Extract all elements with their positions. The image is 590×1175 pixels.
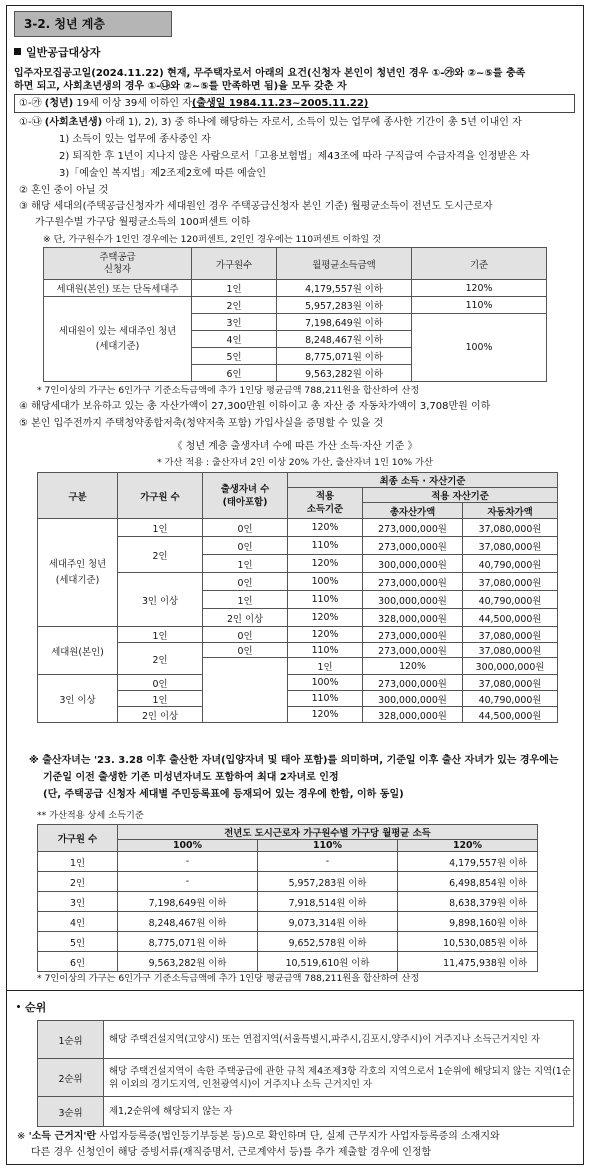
value-100: 9,563,282원 이하 bbox=[118, 952, 258, 972]
value-120: 9,898,160원 이하 bbox=[398, 912, 538, 932]
value-120: 10,530,085원 이하 bbox=[398, 932, 538, 952]
car-cell: 37,080,000원 bbox=[463, 573, 558, 591]
rank-note-1 bbox=[17, 1130, 500, 1143]
income-cell: 110% bbox=[288, 537, 363, 555]
value-100: 8,775,071원 이하 bbox=[118, 932, 258, 952]
children-cell: 2인 이상 bbox=[118, 707, 203, 723]
income-cell: 8,248,467원 이하 bbox=[277, 331, 412, 348]
th-income: 적용 소득기준 bbox=[288, 488, 363, 519]
rank-value: 제1,2순위에 해당되지 않는 자 bbox=[104, 1097, 574, 1127]
detail-income-table bbox=[37, 824, 538, 972]
th-income: 월평균소득금액 bbox=[277, 248, 412, 280]
income-cell: 110% bbox=[288, 591, 363, 609]
value-110: 10,519,610원 이하 bbox=[258, 952, 398, 972]
rank-table bbox=[37, 1020, 574, 1127]
value-120: 11,475,938원 이하 bbox=[398, 952, 538, 972]
car-cell: 40,790,000원 bbox=[463, 555, 558, 573]
th-total-asset: 총자산가액 bbox=[363, 503, 463, 519]
asset-cell: 300,000,000원 bbox=[363, 591, 463, 609]
th-members: 가구원 수 bbox=[118, 473, 203, 519]
th-applicant: 주택공급 신청자 bbox=[44, 248, 192, 280]
members-cell: 6인 bbox=[192, 365, 277, 382]
bullet-icon bbox=[17, 1005, 20, 1008]
members-cell: 6인 bbox=[38, 952, 118, 972]
asset-cell: 273,000,000원 bbox=[363, 643, 463, 658]
income-cell: 120% bbox=[288, 609, 363, 627]
income-note: * 7인이상의 가구는 6인가구 기준소득금액에 추가 1인당 평균금액 788,211원을 합산하여 산정 bbox=[37, 385, 420, 396]
children-cell: 0인 bbox=[203, 643, 288, 658]
asset-cell: 273,000,000원 bbox=[363, 537, 463, 555]
value-120: 6,498,854원 이하 bbox=[398, 872, 538, 892]
children-cell: 1인 bbox=[203, 555, 288, 573]
rank-key: 1순위 bbox=[38, 1021, 104, 1059]
asset-cell: 300,000,000원 bbox=[363, 691, 463, 707]
detail-title: ** 가산적용 상세 소득기준 bbox=[37, 810, 144, 821]
requirement-3a: ③ 해당 세대의(주택공급신청자가 세대원인 경우 주택공급신청자 본인 기준) 월평균소득이 전년도 도시근로자 bbox=[19, 201, 493, 212]
document-page bbox=[6, 5, 584, 1165]
th-120: 120% bbox=[398, 840, 538, 852]
members-cell: 3인 bbox=[192, 314, 277, 331]
note-bold: '소득 근거지'란 bbox=[28, 1131, 97, 1142]
income-cell: 4,179,557원 이하 bbox=[277, 280, 412, 297]
income-cell: 5,957,283원 이하 bbox=[277, 297, 412, 314]
value-120: 8,638,379원 이하 bbox=[398, 892, 538, 912]
members-cell: 4인 bbox=[38, 912, 118, 932]
members-cell: 5인 bbox=[38, 932, 118, 952]
head-label: 세대원이 있는 세대주인 청년 (세대기준) bbox=[44, 297, 192, 382]
requirement-4: ④ 해당세대가 보유하고 있는 총 자산가액이 27,300만원 이하이고 총 자산 중 자동차가액이 3,708만원 이하 bbox=[19, 401, 491, 412]
children-cell: 0인 bbox=[203, 537, 288, 555]
children-cell: 0인 bbox=[203, 519, 288, 537]
members-cell: 2인 bbox=[118, 537, 203, 573]
members-cell: 1인 bbox=[38, 852, 118, 872]
req-1b-name: (사회초년생) bbox=[44, 117, 103, 128]
req-1b-text: 아래 1), 2), 3) 중 하나에 해당하는 자로서, 소득이 있는 업무에 종사한 기간이 총 5년 이내인 자 bbox=[105, 117, 522, 128]
standard-cell: 100% bbox=[412, 314, 547, 382]
asset-cell: 273,000,000원 bbox=[363, 519, 463, 537]
income-cell: 9,563,282원 이하 bbox=[277, 365, 412, 382]
income-cell: 120% bbox=[288, 707, 363, 723]
children-cell: 0인 bbox=[203, 573, 288, 591]
th-110: 110% bbox=[258, 840, 398, 852]
standard-cell: 120% bbox=[412, 280, 547, 297]
rank-value: 해당 주택건설지역이 속한 주택공급에 관한 규칙 제4조제3항 각호의 지역으로서 1순위에 해당되지 않는 지역(1순위 이외의 경기도지역, 인천광역시)이 거주지나 소득 근거지인 자 bbox=[104, 1059, 574, 1097]
bonus-note-1: ※ 출산자녀는 '23. 3.28 이후 출산한 자녀(입양자녀 및 태아 포함)를 의미하며, 기준일 이후 출산 자녀가 있는 경우에는 bbox=[29, 755, 559, 766]
requirement-2: ② 혼인 중이 아닐 것 bbox=[19, 185, 109, 196]
req-1b-item-1: 1) 소득이 있는 업무에 종사중인 자 bbox=[59, 134, 211, 145]
members-cell: 1인 bbox=[118, 627, 203, 643]
income-cell: 120% bbox=[288, 555, 363, 573]
req-1a-birth: (출생일 1984.11.23~2005.11.22) bbox=[191, 98, 369, 109]
value-120: 4,179,557원 이하 bbox=[398, 852, 538, 872]
general-heading-text: 일반공급대상자 bbox=[26, 46, 101, 59]
requirement-5: ⑤ 본인 입주전까지 주택청약종합저축(청약저축 포함) 가입사실을 증명할 수 있을 것 bbox=[19, 418, 384, 429]
req-1a-mark: ①-㉮ bbox=[19, 98, 42, 109]
value-110: 9,073,314원 이하 bbox=[258, 912, 398, 932]
detail-note: * 7인이상의 가구는 6인가구 기준소득금액에 추가 1인당 평균금액 788,211원을 합산하여 산정 bbox=[37, 973, 420, 984]
section-divider bbox=[6, 990, 584, 991]
th-standard: 기준 bbox=[412, 248, 547, 280]
asset-cell: 328,000,000원 bbox=[363, 707, 463, 723]
car-cell: 40,790,000원 bbox=[463, 591, 558, 609]
children-cell: 0인 bbox=[203, 627, 288, 643]
car-cell: 37,080,000원 bbox=[463, 643, 558, 658]
members-cell: 3인 이상 bbox=[118, 573, 203, 627]
th-main: 전년도 도시근로자 가구원수별 가구당 월평균 소득 bbox=[118, 825, 538, 840]
group-head-label: 세대주인 청년 (세대기준) bbox=[38, 519, 118, 627]
children-cell: 1인 bbox=[118, 691, 203, 707]
asset-cell: 273,000,000원 bbox=[363, 573, 463, 591]
value-110: 5,957,283원 이하 bbox=[258, 872, 398, 892]
members-cell: 2인 bbox=[38, 872, 118, 892]
income-table bbox=[43, 247, 547, 382]
note-text: 사업자등록증(법인등기부등본 등)으로 확인하며 단, 실제 근무지가 사업자등록증의 소재지와 bbox=[99, 1131, 500, 1142]
th-division: 구분 bbox=[38, 473, 118, 519]
value-100: - bbox=[118, 872, 258, 892]
income-cell: 120% bbox=[288, 519, 363, 537]
requirement-3b: 가구원수별 가구당 월평균소득의 100퍼센트 이하 bbox=[35, 217, 251, 228]
intro-line-1: 입주자모집공고일(2024.11.22) 현재, 무주택자로서 아래의 요건(신청자 본인이 청년인 경우 ①-㉮와 ②~⑤를 충족 bbox=[14, 68, 526, 79]
rank-key: 2순위 bbox=[38, 1059, 104, 1097]
general-heading bbox=[14, 46, 100, 59]
th-members: 가구원 수 bbox=[38, 825, 118, 852]
children-cell: 1인 bbox=[203, 591, 288, 609]
car-cell: 44,500,000원 bbox=[463, 707, 558, 723]
children-cell: 0인 bbox=[118, 675, 203, 691]
req-1b-item-2: 2) 퇴직한 후 1년이 지나지 않은 사람으로서「고용보험법」제43조에 따라 구직급여 수급자격을 인정받은 자 bbox=[59, 151, 530, 162]
bonus-table bbox=[37, 472, 558, 723]
th-100: 100% bbox=[118, 840, 258, 852]
intro-line-2: 하면 되고, 사회초년생의 경우 ①-㉯와 ②~⑤를 만족하면 됨)을 모두 갖춘 자 bbox=[14, 81, 347, 92]
members-cell: 4인 bbox=[192, 331, 277, 348]
requirement-3-note: ※ 단, 가구원수가 1인인 경우에는 120퍼센트, 2인인 경우에는 110퍼센트 이하일 것 bbox=[43, 234, 382, 245]
value-110: 9,652,578원 이하 bbox=[258, 932, 398, 952]
asset-cell: 300,000,000원 bbox=[363, 555, 463, 573]
asset-cell: 273,000,000원 bbox=[363, 627, 463, 643]
req-1a-name: (청년) bbox=[44, 98, 74, 109]
income-cell: 8,775,071원 이하 bbox=[277, 348, 412, 365]
rank-heading bbox=[17, 1001, 46, 1014]
car-cell: 37,080,000원 bbox=[463, 675, 558, 691]
income-cell: 100% bbox=[288, 675, 363, 691]
members-cell: 5인 bbox=[192, 348, 277, 365]
asset-cell: 273,000,000원 bbox=[363, 675, 463, 691]
members-cell: 1인 bbox=[192, 280, 277, 297]
car-cell: 40,790,000원 bbox=[463, 691, 558, 707]
children-cell: 2인 이상 bbox=[203, 609, 288, 627]
bonus-title: 《 청년 계층 출생자녀 수에 따른 가산 소득·자산 기준 》 bbox=[172, 441, 418, 452]
bonus-note-3: (단, 주택공급 신청자 세대별 주민등록표에 등재되어 있는 경우에 한함, 이하 동일) bbox=[43, 789, 404, 800]
section-header bbox=[14, 11, 172, 37]
income-cell: 110% bbox=[288, 691, 363, 707]
car-cell: 37,080,000원 bbox=[463, 519, 558, 537]
income-cell: 7,198,649원 이하 bbox=[277, 314, 412, 331]
value-110: - bbox=[258, 852, 398, 872]
bonus-subtitle: * 가산 적용 : 출산자녀 2인 이상 20% 가산, 출산자녀 1인 10% 가산 bbox=[157, 457, 433, 468]
req-1a-text: 19세 이상 39세 이하인 자 bbox=[76, 98, 192, 109]
section-title: 3-2. 청년 계층 bbox=[24, 17, 105, 31]
rank-value: 해당 주택건설지역(고양시) 또는 연접지역(서울특별시,파주시,김포시,양주시)이 거주지나 소득근거지인 자 bbox=[104, 1021, 574, 1059]
req-1b-mark: ①-㉯ bbox=[19, 117, 42, 128]
value-100: 7,198,649원 이하 bbox=[118, 892, 258, 912]
rank-heading-text: 순위 bbox=[25, 1001, 47, 1014]
car-cell: 44,500,000원 bbox=[463, 609, 558, 627]
th-final: 최종 소득 · 자산기준 bbox=[288, 473, 558, 488]
req-1b-item-3: 3)「예술인 복지법」제2조제2호에 따른 예술인 bbox=[59, 168, 267, 179]
th-children: 출생자녀 수 (태아포함) bbox=[203, 473, 288, 519]
value-100: 8,248,467원 이하 bbox=[118, 912, 258, 932]
income-cell: 110% bbox=[288, 643, 363, 658]
members-cell: 2인 bbox=[118, 643, 203, 675]
income-cell: 120% bbox=[288, 627, 363, 643]
group-member-label: 세대원(본인) bbox=[38, 627, 118, 675]
children-cell: 1인 bbox=[288, 658, 363, 675]
members-cell: 3인 이상 bbox=[38, 675, 118, 723]
car-cell: 37,080,000원 bbox=[463, 627, 558, 643]
standard-cell: 110% bbox=[412, 297, 547, 314]
single-label: 세대원(본인) 또는 단독세대주 bbox=[44, 280, 192, 297]
th-asset: 적용 자산기준 bbox=[363, 488, 558, 503]
members-cell: 1인 bbox=[118, 519, 203, 537]
note-mark: ※ bbox=[17, 1131, 26, 1142]
income-cell: 120% bbox=[363, 658, 463, 675]
requirement-1a bbox=[19, 97, 368, 110]
square-bullet-icon bbox=[14, 48, 21, 55]
asset-cell: 300,000,000원 bbox=[463, 658, 558, 675]
income-cell: 100% bbox=[288, 573, 363, 591]
bonus-note-2: 기준일 이전 출생한 기존 미성년자녀도 포함하여 최대 2자녀로 인정 bbox=[43, 772, 339, 783]
members-cell: 2인 bbox=[192, 297, 277, 314]
rank-note-2: 다른 경우 신청인이 해당 증빙서류(재직증명서, 근로계약서 등)를 추가 제출할 경우에 인정함 bbox=[31, 1147, 432, 1158]
value-110: 7,918,514원 이하 bbox=[258, 892, 398, 912]
value-100: - bbox=[118, 852, 258, 872]
th-members: 가구원수 bbox=[192, 248, 277, 280]
th-car: 자동차가액 bbox=[463, 503, 558, 519]
group-member-blank bbox=[203, 658, 288, 723]
asset-cell: 328,000,000원 bbox=[363, 609, 463, 627]
requirement-1b bbox=[19, 116, 522, 129]
members-cell: 3인 bbox=[38, 892, 118, 912]
car-cell: 37,080,000원 bbox=[463, 537, 558, 555]
rank-key: 3순위 bbox=[38, 1097, 104, 1127]
